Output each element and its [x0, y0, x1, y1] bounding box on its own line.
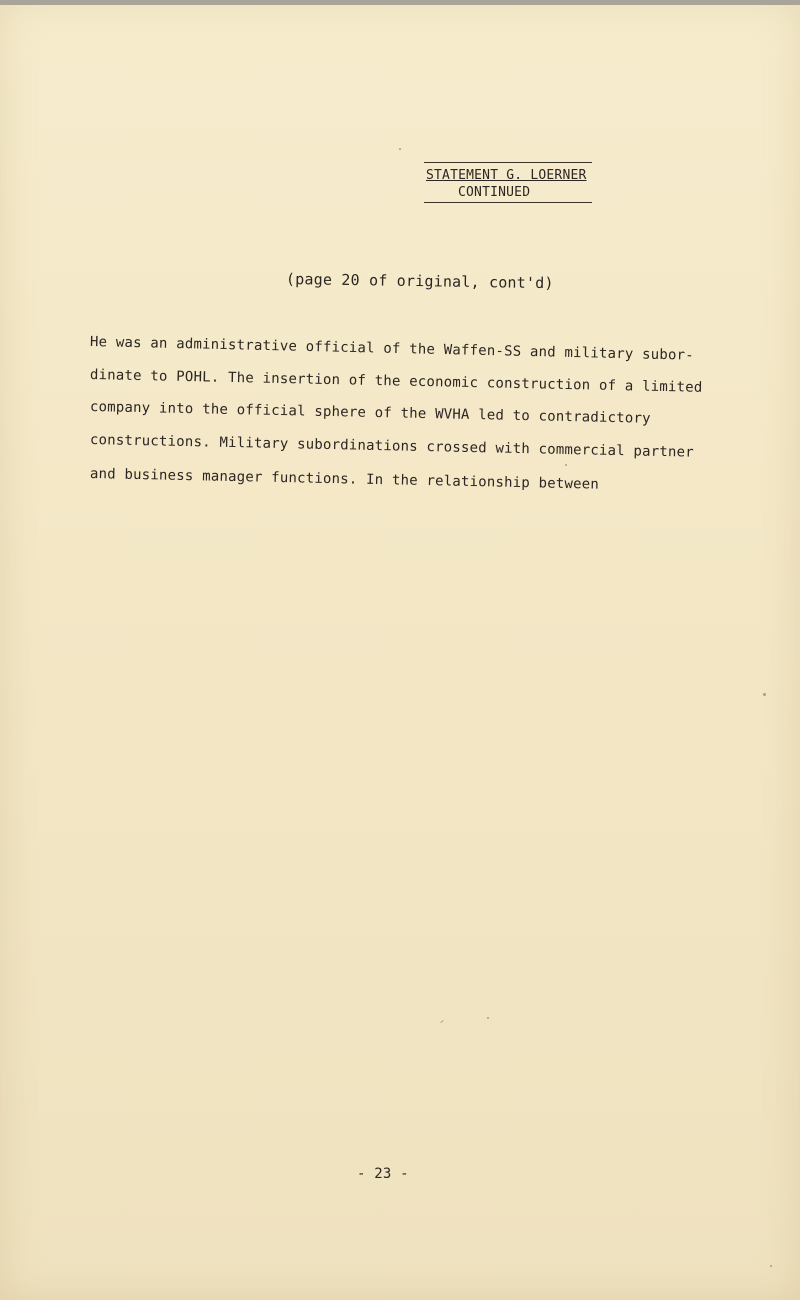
paper-speck — [399, 148, 401, 150]
body-line: and business manager functions. In the relationship between — [89, 466, 600, 493]
body-line: constructions. Military subordinations crossed with commercial partner — [89, 432, 695, 461]
paper-speck — [440, 1020, 444, 1023]
body-line: He was an administrative official of the Waffen-SS and military subor- — [89, 334, 695, 364]
header-title: STATEMENT G. LOERNER — [426, 168, 587, 183]
paper-speck — [487, 1017, 489, 1019]
body-line: company into the official sphere of the WVHA led to contradictory — [89, 399, 651, 427]
page-reference: (page 20 of original, cont'd) — [285, 270, 554, 293]
paper-speck — [565, 464, 567, 466]
paper-speck — [763, 693, 766, 696]
scan-top-edge — [0, 0, 800, 5]
paper-speck — [770, 1265, 772, 1267]
page-number: - 23 - — [357, 1166, 409, 1182]
body-line: dinate to POHL. The insertion of the economic construction of a limited — [89, 367, 703, 396]
header-continued: CONTINUED — [458, 185, 531, 200]
header-rule-bottom — [424, 202, 592, 203]
header-rule-top — [424, 162, 592, 163]
